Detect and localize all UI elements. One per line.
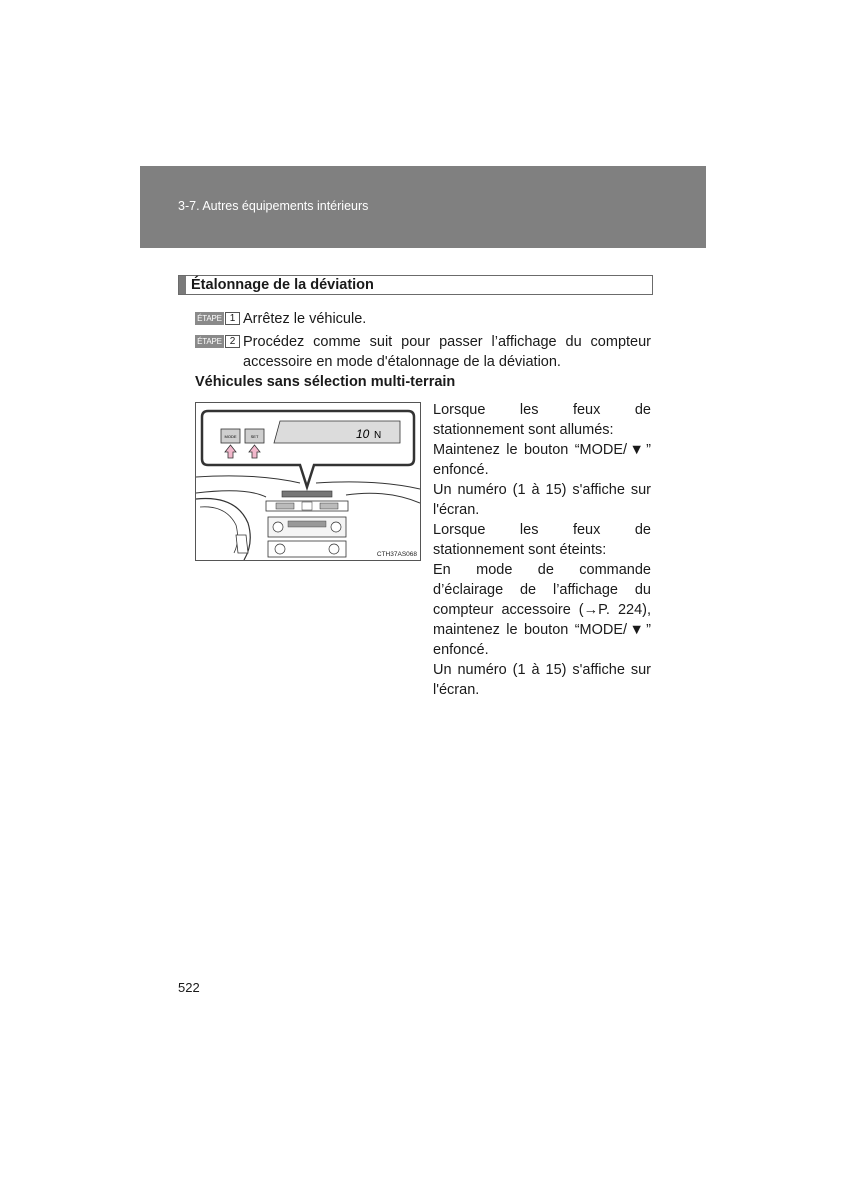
step-badge-label: ÉTAPE: [195, 312, 224, 325]
figure-code: CTH37AS068: [376, 551, 417, 558]
step-badge-label: ÉTAPE: [195, 335, 224, 348]
chapter-header-band: [140, 166, 706, 248]
paragraph: Un numéro (1 à 15) s'affiche sur l'écran.: [433, 662, 651, 698]
audio-knob: [273, 522, 283, 532]
hazard-button: [302, 502, 312, 510]
center-vent: [282, 491, 332, 497]
section-heading: Étalonnage de la déviation: [191, 277, 374, 293]
vent-right: [320, 503, 338, 509]
paragraph: En mode de commande d’éclairage de l’affichage du compteur accessoire (→P. 224), maintenez le bouton “MODE/▼” enfoncé.: [433, 562, 651, 658]
subheading: Véhicules sans sélection multi-terrain: [195, 374, 456, 390]
display-unit: N: [374, 430, 382, 441]
step-badge-number: 1: [225, 312, 240, 325]
dash-line: [346, 493, 420, 503]
audio-knob: [331, 522, 341, 532]
step-text: Procédez comme suit pour passer l’affichage du compteur accessoire en mode d'étalonnage de la déviation.: [243, 334, 651, 370]
dash-line: [316, 482, 420, 489]
dashboard-drawing: [196, 403, 420, 560]
section-heading-bar: [179, 276, 186, 294]
paragraph-line: stationnement sont allumés:: [433, 422, 614, 438]
audio-display: [288, 521, 326, 527]
paragraph: Maintenez le bouton “MODE/▼” enfoncé.: [433, 442, 651, 478]
section-heading-box: [178, 275, 653, 295]
dash-line: [196, 491, 266, 497]
dashboard-illustration: [195, 402, 421, 561]
step-badge: [195, 335, 239, 348]
chapter-title: 3-7. Autres équipements intérieurs: [178, 199, 369, 213]
paragraph-line: stationnement sont éteints:: [433, 542, 607, 558]
paragraph: Un numéro (1 à 15) s'affiche sur l'écran.: [433, 482, 651, 518]
step-badge-number: 2: [225, 335, 240, 348]
dash-line: [196, 476, 300, 483]
mode-button-label: MODE: [224, 434, 237, 439]
page-number: 522: [178, 980, 200, 995]
vent-left: [276, 503, 294, 509]
climate-knob: [275, 544, 285, 554]
steering-wheel: [200, 507, 238, 553]
instructions-column: [433, 400, 651, 700]
paragraph-line: Lorsque les feux de: [433, 522, 651, 538]
step-text: Arrêtez le véhicule.: [243, 311, 367, 327]
paragraph-line: Lorsque les feux de: [433, 402, 651, 418]
step-badge: [195, 312, 239, 325]
display-value: 10: [356, 427, 370, 441]
climate-knob: [329, 544, 339, 554]
set-button-label: SET: [250, 434, 259, 439]
ignition-slot: [236, 535, 248, 553]
